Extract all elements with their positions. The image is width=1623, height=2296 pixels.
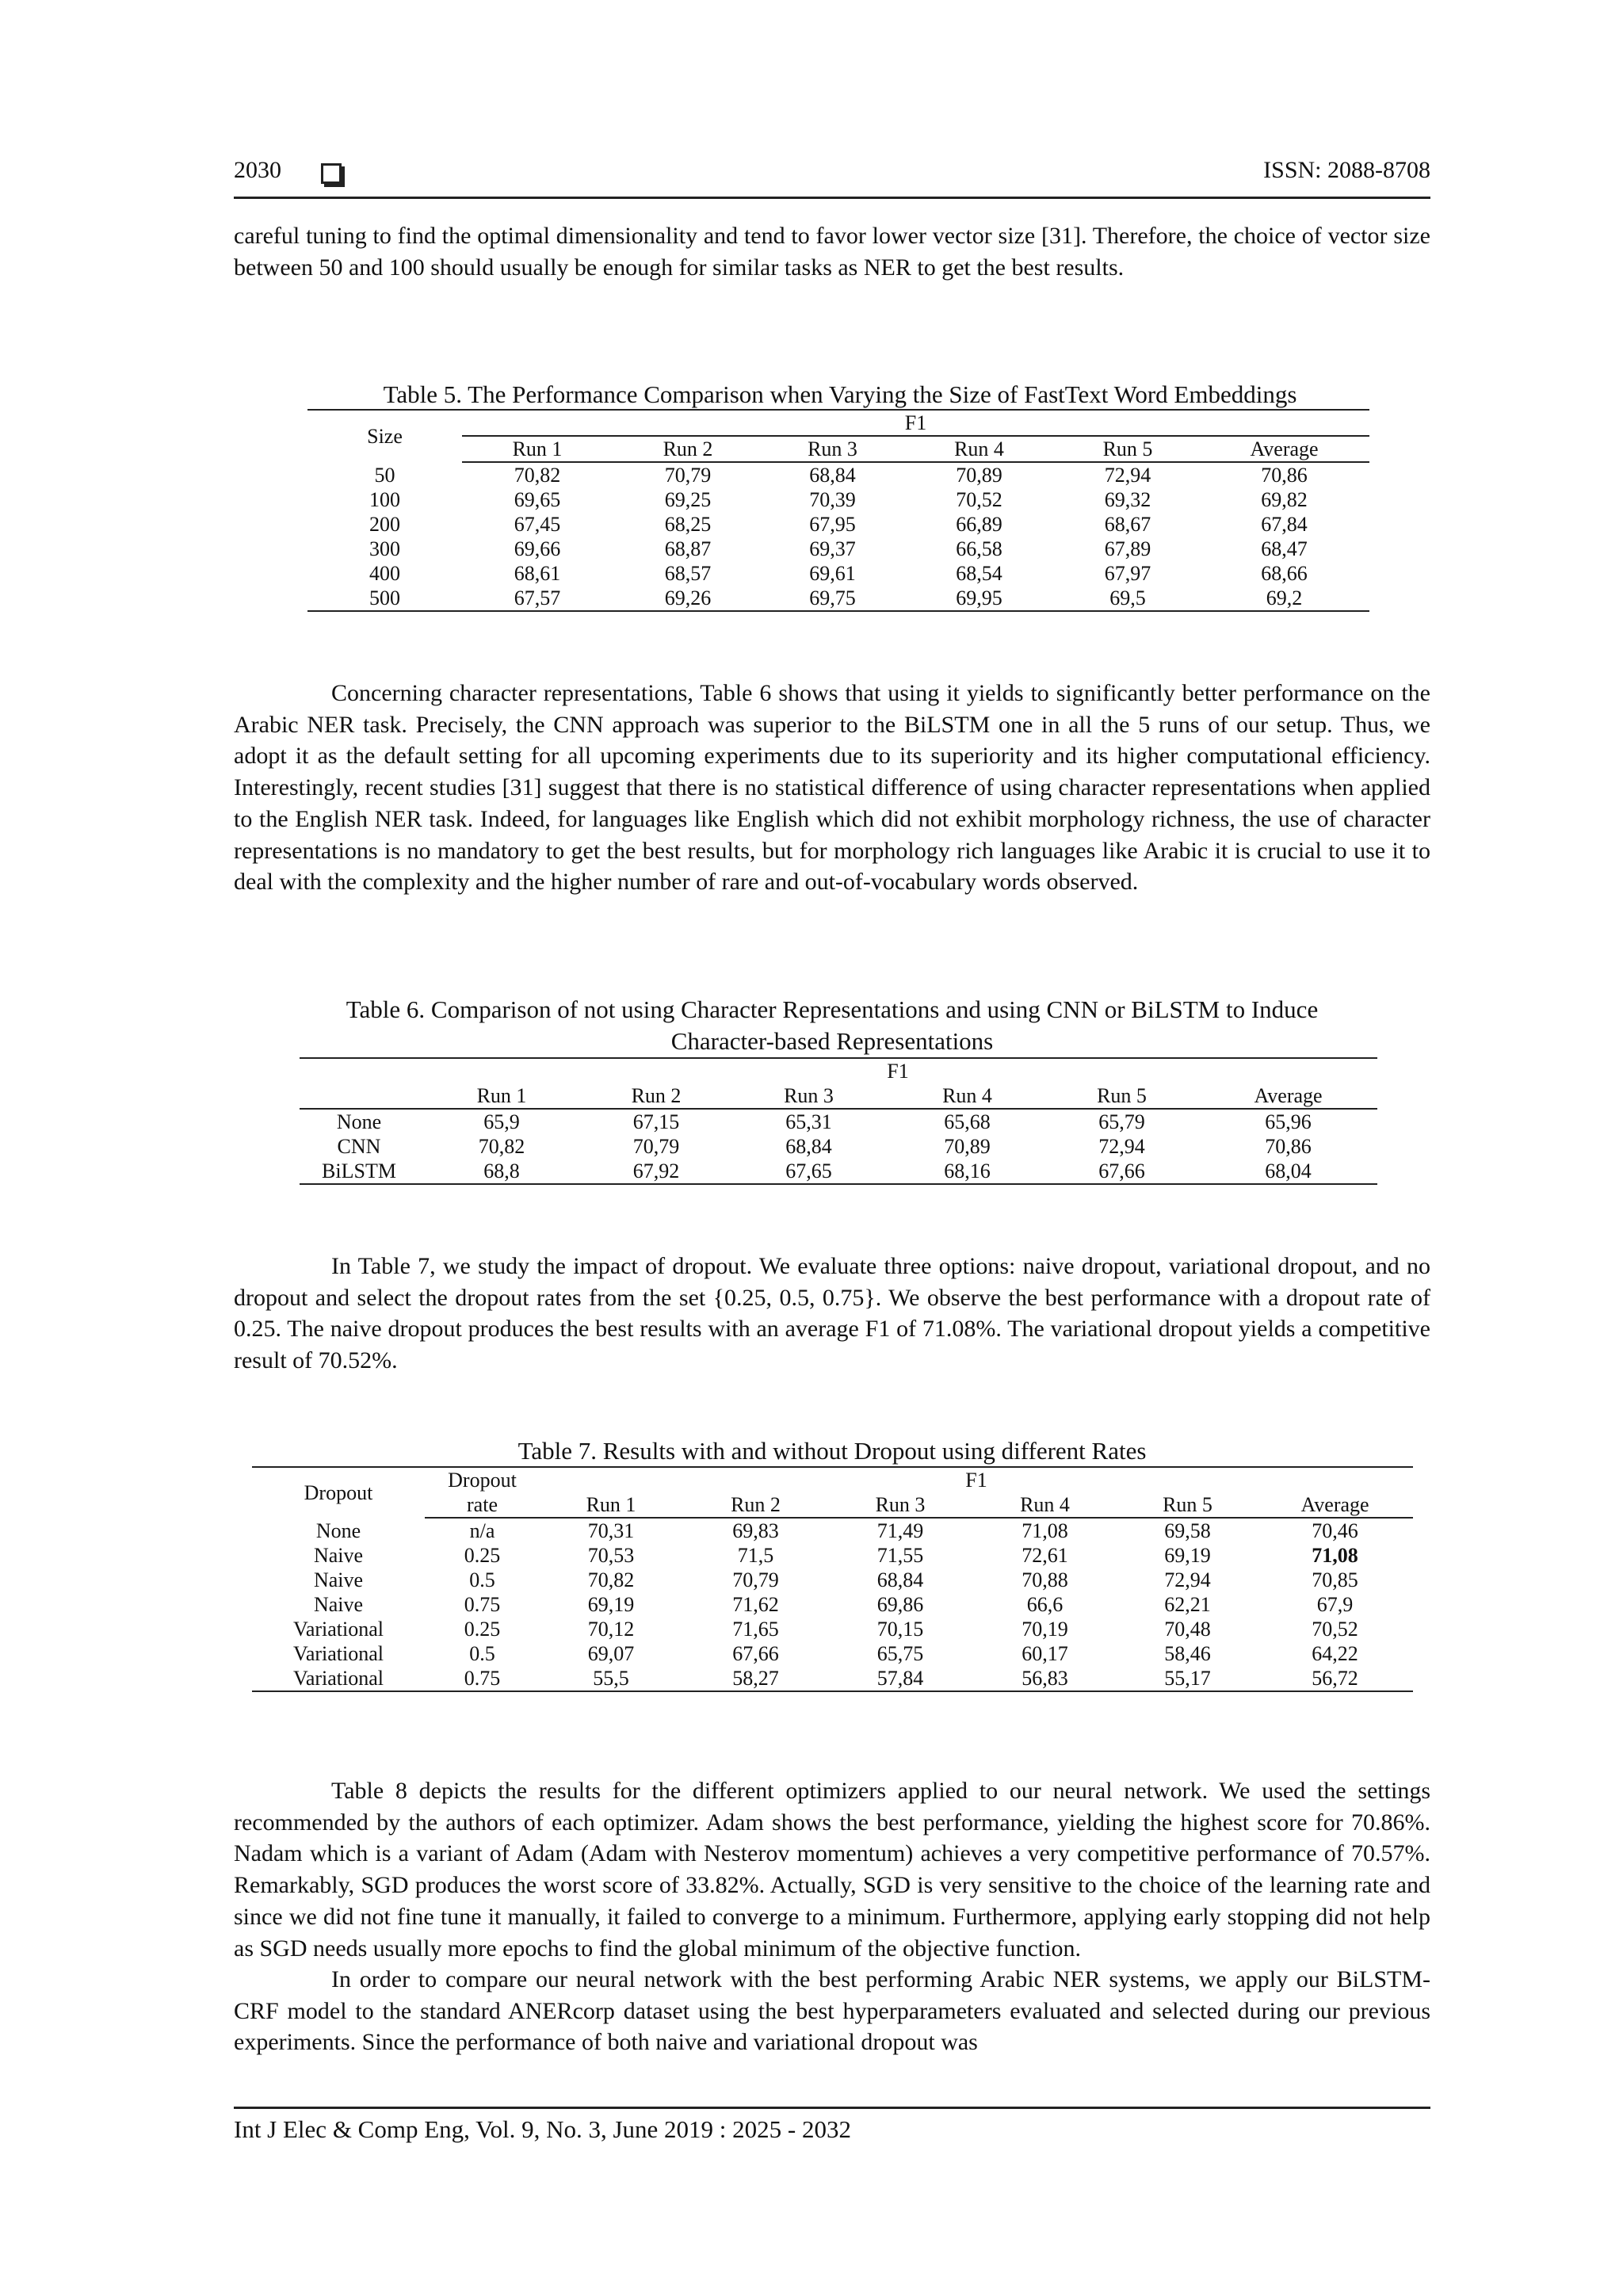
table6-col: Run 5	[1044, 1083, 1199, 1109]
table5-f1-header: F1	[462, 410, 1369, 436]
table7-col: Run 4	[972, 1492, 1118, 1518]
table5-col: Run 5	[1056, 436, 1199, 462]
table-row: CNN 70,82 70,79 68,84 70,89 72,94 70,86	[337, 1135, 1312, 1158]
table6-caption-line1: Table 6. Comparison of not using Character Representations and using CNN or BiLSTM to Induce	[346, 995, 1319, 1023]
table7	[252, 1466, 1413, 1692]
table7-col: Run 3	[829, 1492, 972, 1518]
table-row: 100 69,65 69,25 70,39 70,52 69,32 69,82	[369, 488, 1308, 511]
table5-col: Average	[1199, 436, 1369, 462]
table6-column-row	[300, 1083, 1377, 1109]
page-header	[234, 152, 1430, 199]
paragraph-4: Table 8 depicts the results for the different optimizers applied to our neural network. We used the settings recommended by the authors of each optimizer. Adam shows the best performance, yielding the highest score for 70.86%. Nadam which is a variant of Adam (Adam with Nesterov momentum) achieves a very competitive performance of 70.57%. Remarkably, SGD produces the worst score of 33.82%. Actually, SGD is very sensitive to the choice of the learning rate and since we did not fine tune it manually, it failed to converge to a minimum. Furthermore, applying early stopping did not help as SGD needs usually more epochs to find the global minimum of the objective function.	[234, 1778, 1430, 1962]
table-row: 500 67,57 69,26 69,75 69,95 69,5 69,2	[307, 586, 1369, 611]
table7-f1-header: F1	[540, 1467, 1413, 1492]
table-row: Variational 0.25 70,12 71,65 70,15 70,19 70,48 70,52	[292, 1618, 1358, 1641]
table7-caption: Table 7. Results with and without Dropout using different Rates	[517, 1437, 1147, 1465]
table6-col: Average	[1199, 1083, 1377, 1109]
table7-col: Run 1	[540, 1492, 682, 1518]
best-average-cell: 71,08	[1312, 1544, 1358, 1567]
journal-citation: Int J Elec & Comp Eng, Vol. 9, No. 3, June 2019 : 2025 - 2032	[234, 2115, 851, 2143]
paragraph-1: careful tuning to find the optimal dimensionality and tend to favor lower vector size [31]. Therefore, the choice of vector size between 50 and 100 should usually be enough for similar tasks as NER to get the best results.	[234, 223, 1430, 281]
table5-size-header: Size	[307, 410, 462, 462]
table-row: Naive 0.5 70,82 70,79 68,84 70,88 72,94 70,85	[313, 1568, 1358, 1591]
table-row: None 65,9 67,15 65,31 65,68 65,79 65,96	[336, 1110, 1312, 1133]
table5-header-row	[307, 410, 1369, 436]
table-row: BiLSTM 68,8 67,92 67,65 68,16 67,66 68,04	[300, 1159, 1377, 1184]
table6	[300, 1057, 1377, 1185]
paragraph-3: In Table 7, we study the impact of dropout. We evaluate three options: naive dropout, variational dropout, and no dropout and select the dropout rates from the set {0.25, 0.5, 0.75}. We observe the best performance with a dropout rate of 0.25. The naive dropout produces the best results with an average F1 of 71.08%. The variational dropout yields a competitive result of 70.52%.	[234, 1253, 1430, 1374]
table6-header-row	[300, 1058, 1377, 1083]
table7-dropout-header: Dropout	[252, 1467, 425, 1518]
paragraph-5: In order to compare our neural network with the best performing Arabic NER systems, we apply our BiLSTM-CRF model to the standard ANERcorp dataset using the best hyperparameters evaluated and selected during our previous experiments. Since the performance of both naive and variational dropout was	[234, 1966, 1430, 2056]
table-row: 400 68,61 68,57 69,61 68,54 67,97 68,66	[369, 562, 1308, 585]
table5	[307, 409, 1369, 612]
table-row: 300 69,66 68,87 69,37 66,58 67,89 68,47	[369, 537, 1308, 560]
issn: ISSN: 2088-8708	[1263, 157, 1430, 183]
table5-column-row	[307, 436, 1369, 462]
table7-rate-header-line1: Dropout	[425, 1467, 540, 1492]
table-row: Variational 0.75 55,5 58,27 57,84 56,83 55,17 56,72	[252, 1666, 1413, 1691]
table7-col: Run 5	[1118, 1492, 1257, 1518]
table5-col: Run 1	[462, 436, 613, 462]
table7-header-row	[252, 1467, 1413, 1492]
table6-col: Run 2	[585, 1083, 727, 1109]
page-footer	[234, 2107, 1430, 2144]
table-row: 200 67,45 68,25 67,95 66,89 68,67 67,84	[369, 513, 1308, 536]
table-row: 50 70,82 70,79 68,84 70,89 72,94 70,86	[374, 463, 1308, 487]
table6-caption-line2: Character-based Representations	[670, 1027, 994, 1055]
table7-rate-header-line2: rate	[425, 1492, 540, 1518]
table6-f1-header: F1	[418, 1058, 1377, 1083]
table6-col: Run 1	[418, 1083, 585, 1109]
table-row: Naive 0.75 69,19 71,62 69,86 66,6 62,21 67,9	[313, 1593, 1354, 1616]
table-row: Naive 0.25 70,53 71,5 71,55 72,61 69,19 71,08	[252, 1543, 1413, 1568]
table5-caption: Table 5. The Performance Comparison when Varying the Size of FastText Word Embeddings	[383, 380, 1297, 408]
table5-col: Run 4	[902, 436, 1056, 462]
table7-col: Average	[1257, 1492, 1413, 1518]
table-row: None n/a 70,31 69,83 71,49 71,08 69,58 70,46	[315, 1519, 1358, 1542]
table5-col: Run 2	[613, 436, 763, 462]
table5-col: Run 3	[763, 436, 902, 462]
table7-column-row	[252, 1492, 1413, 1518]
paragraph-2: Concerning character representations, Table 6 shows that using it yields to significantly better performance on the Arabic NER task. Precisely, the CNN approach was superior to the BiLSTM one in all the 5 runs of our setup. Thus, we adopt it as the default setting for all upcoming experiments due to its superiority and its higher computational efficiency. Interestingly, recent studies [31] suggest that there is no statistical difference of using character representations when applied to the English NER task. Indeed, for languages like English which did not exhibit morphology richness, the use of character representations is no mandatory to get the best results, but for morphology rich languages like Arabic it is crucial to use it to deal with the complexity and the higher number of rare and out-of-vocabulary words observed.	[234, 680, 1430, 896]
table6-col: Run 3	[727, 1083, 890, 1109]
page-number: 2030	[234, 157, 281, 183]
table-row: Variational 0.5 69,07 67,66 65,75 60,17 58,46 64,22	[292, 1642, 1358, 1665]
table7-col: Run 2	[682, 1492, 829, 1518]
square-bullet-icon	[321, 163, 342, 184]
table6-col: Run 4	[890, 1083, 1044, 1109]
